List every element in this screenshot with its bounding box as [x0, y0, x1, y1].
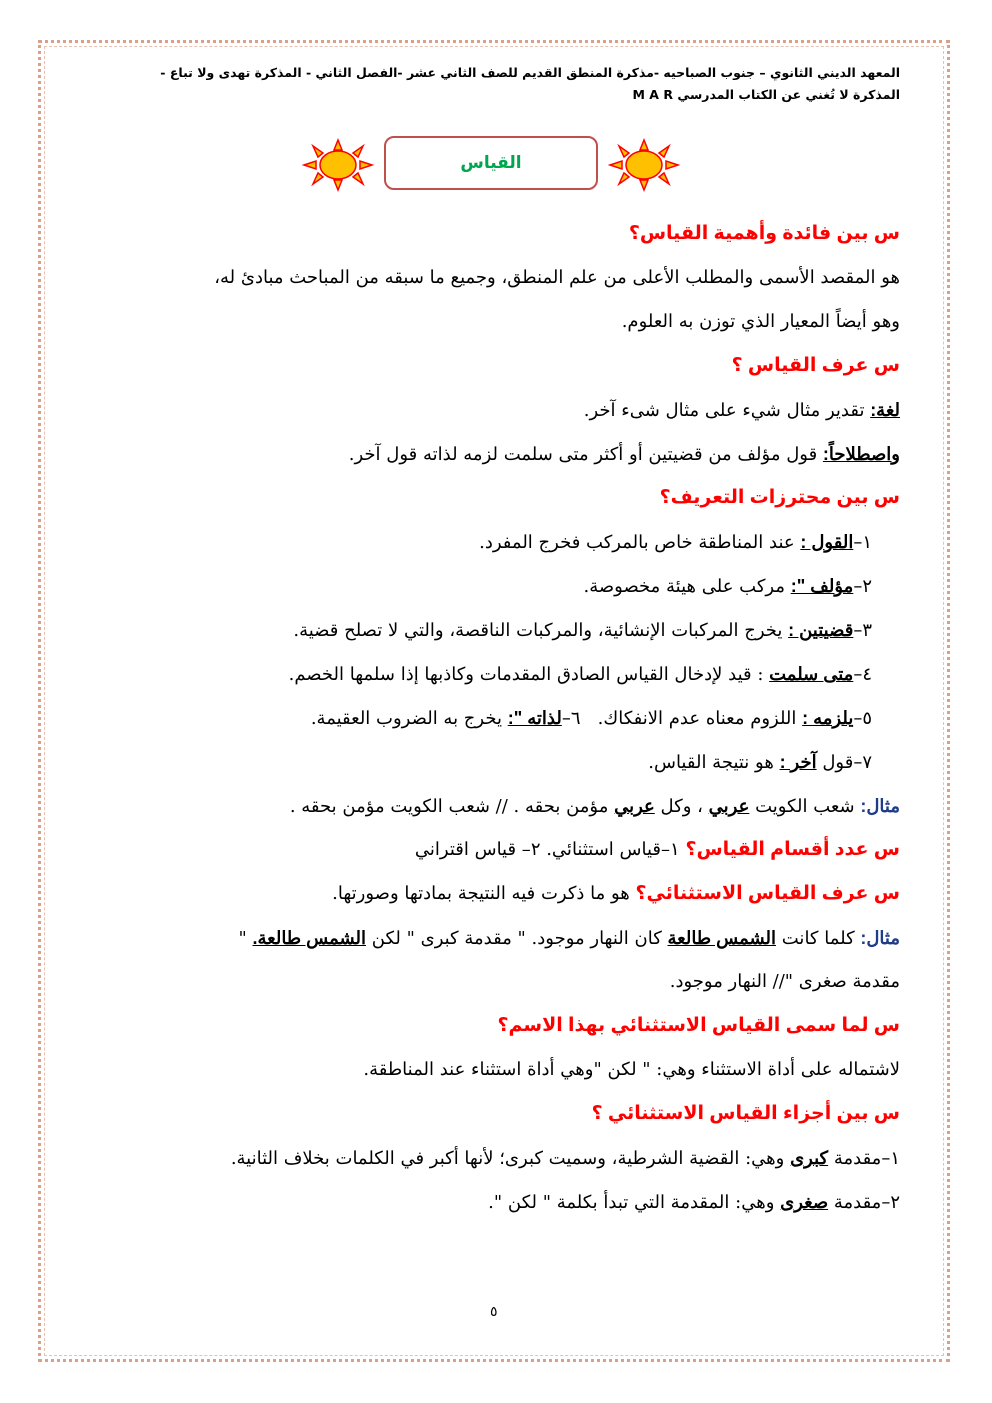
constraint-item-4	[90, 652, 900, 696]
example-highlight: عربي	[614, 796, 655, 816]
item-label: كبرى	[790, 1148, 829, 1168]
item-label: مؤلف ":	[790, 576, 854, 596]
item-text: هو نتيجة القياس.	[648, 752, 780, 773]
item-text: يخرج به الضروب العقيمة.	[310, 708, 508, 729]
constraint-item-3	[90, 608, 900, 652]
answer-naming: لاشتماله على أداة الاستثناء وهي: " لكن "وهي أداة استثناء عند المناطقة.	[363, 1059, 900, 1080]
question-exceptional-row	[90, 872, 900, 916]
item-label: آخر :	[779, 752, 817, 772]
item-number: ١–	[853, 532, 872, 553]
sun-icon-right	[604, 138, 684, 192]
constraint-item-7	[90, 740, 900, 784]
term-label: واصطلاحاً:	[822, 444, 900, 464]
header-line-2: المذكرة لا تُغني عن الكتاب المدرسي M A R	[632, 87, 900, 102]
question-parts: س بين أجزاء القياس الاستثنائي ؟	[591, 1103, 900, 1124]
example-highlight: الشمس طالعة.	[252, 928, 367, 948]
page-title: القياس	[384, 136, 598, 190]
item-label: القول :	[800, 532, 854, 552]
item-number: ٣–	[853, 620, 872, 641]
item-prefix: مقدمة	[828, 1148, 882, 1169]
item-number: ٤–	[853, 664, 872, 685]
item-label: يلزمه :	[802, 708, 854, 728]
example-text: كان النهار موجود. " مقدمة كبرى " لكن	[366, 928, 668, 949]
language-label: لغة:	[870, 400, 900, 420]
item-prefix: مقدمة	[828, 1192, 882, 1213]
example-1	[90, 784, 900, 828]
part-item-2	[90, 1180, 900, 1224]
example-text: كلما كانت	[776, 928, 861, 949]
definition-language	[90, 388, 900, 432]
constraint-item-1	[90, 520, 900, 564]
sun-icon-left	[298, 138, 378, 192]
item-number: ٧–	[853, 752, 872, 773]
content	[90, 212, 900, 1224]
item-text: : قيد لإدخال القياس الصادق المقدمات وكاذبها إذا سلمها الخصم.	[288, 664, 770, 685]
constraint-item-2	[90, 564, 900, 608]
item-number: ٢–	[881, 1192, 900, 1213]
header-line-1: المعهد الديني الثانوي – جنوب الصباحيه -مذكرة المنطق القديم للصف الثاني عشر -الفصل الثاني - المذكرة تهدى ولا تباع -	[160, 65, 900, 80]
item-text: وهي: المقدمة التي تبدأ بكلمة " لكن ".	[488, 1192, 781, 1213]
example-text: مؤمن بحقه . // شعب الكويت مؤمن بحقه .	[289, 796, 615, 817]
example-label: مثال:	[860, 796, 900, 816]
item-text: عند المناطقة خاص بالمركب فخرج المفرد.	[479, 532, 801, 553]
page-number: ٥	[490, 1304, 498, 1320]
question-exceptional: س عرف القياس الاستثنائي؟	[635, 883, 900, 904]
example-2	[90, 916, 900, 960]
title-banner	[298, 136, 684, 194]
answer-divisions: ١–قياس استثنائي. ٢– قياس اقتراني	[414, 839, 686, 860]
answer-benefit-1: هو المقصد الأسمى والمطلب الأعلى من علم المنطق، وجميع ما سبقه من المباحث مبادئ له،	[214, 267, 900, 288]
part-item-1	[90, 1136, 900, 1180]
item-prefix: قول	[816, 752, 854, 773]
item-label: لذاته ":	[507, 708, 562, 728]
item-label: قضيتين :	[788, 620, 854, 640]
item-number: ٢–	[853, 576, 872, 597]
example-highlight: عربي	[708, 796, 750, 816]
item-number: ١–	[881, 1148, 900, 1169]
term-text: قول مؤلف من قضيتين أو أكثر متى سلمت لزمه لذاته قول آخر.	[348, 444, 823, 465]
example-2-line-2: مقدمة صغرى "// النهار موجود.	[669, 971, 900, 992]
question-constraints: س بين محترزات التعريف؟	[659, 487, 900, 508]
question-benefit: س بين فائدة وأهمية القياس؟	[628, 223, 900, 244]
definition-term	[90, 432, 900, 476]
answer-benefit-2: وهو أيضاً المعيار الذي توزن به العلوم.	[621, 311, 900, 332]
question-divisions-row	[90, 828, 900, 872]
page-header	[80, 62, 900, 106]
example-text: شعب الكويت	[749, 796, 861, 817]
item-number: ٦–	[561, 708, 581, 729]
question-definition: س عرف القياس ؟	[731, 355, 900, 376]
example-highlight: الشمس طالعة	[667, 928, 777, 948]
item-text: وهي: القضية الشرطية، وسميت كبرى؛ لأنها أكبر في الكلمات بخلاف الثانية.	[230, 1148, 791, 1169]
example-text: "	[238, 928, 253, 949]
question-divisions: س عدد أقسام القياس؟	[685, 839, 900, 860]
item-text: يخرج المركبات الإنشائية، والمركبات الناقصة، والتي لا تصلح قضية.	[293, 620, 789, 641]
answer-exceptional: هو ما ذكرت فيه النتيجة بمادتها وصورتها.	[332, 883, 636, 904]
item-text: اللزوم معناه عدم الانفكاك.	[597, 708, 803, 729]
language-text: تقدير مثال شيء على مثال شىء آخر.	[583, 400, 871, 421]
constraint-item-5-6	[90, 696, 900, 740]
item-number: ٥–	[853, 708, 872, 729]
example-text: ، وكل	[654, 796, 709, 817]
item-text: مركب على هيئة مخصوصة.	[583, 576, 791, 597]
question-naming: س لما سمى القياس الاستثنائي بهذا الاسم؟	[497, 1015, 900, 1036]
item-label: صغرى	[780, 1192, 829, 1212]
example-label: مثال:	[860, 928, 900, 948]
item-label: متى سلمت	[769, 664, 854, 684]
